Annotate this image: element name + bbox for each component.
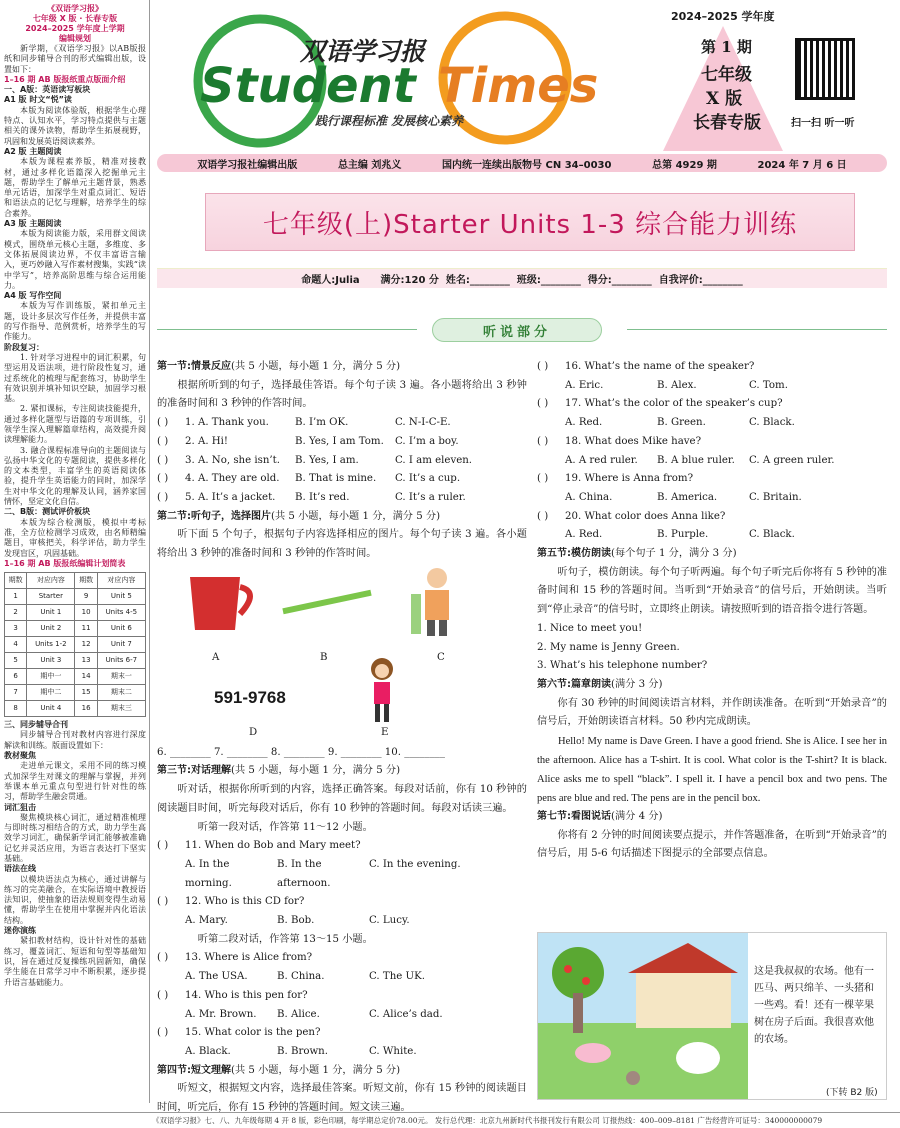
- answer-option: A. Eric.: [565, 379, 604, 391]
- option-row: [537, 377, 887, 396]
- answer-bracket[interactable]: ( ): [157, 491, 169, 503]
- page-title: 七年级(上)Starter Units 1-3 综合能力训练: [262, 209, 798, 240]
- question-stem: 19. Where is Anna from?: [565, 473, 694, 485]
- exam-meta: 命题人:Julia 满分:120 分 姓名:________ 班级:________ 得分:________ 自我评价:________: [301, 275, 743, 286]
- answer-option: C. The UK.: [369, 971, 425, 983]
- section-header: [157, 318, 887, 342]
- question-stem: 14. Who is this pen for?: [185, 989, 308, 1001]
- answer-option: B. China.: [277, 971, 325, 983]
- read-aloud-item: 3. What’s his telephone number?: [537, 660, 708, 672]
- masthead-logo: [170, 6, 660, 146]
- page-title-banner: [205, 193, 855, 251]
- masthead-times: Times: [438, 58, 599, 114]
- issue-area: 长春专版: [693, 113, 761, 133]
- question-stem: 20. What color does Anna like?: [565, 510, 726, 522]
- table-header-cell: 对应内容: [97, 573, 145, 589]
- sidebar-stage-heading: 阶段复习：: [4, 342, 44, 352]
- answer-option: B. Bob.: [277, 915, 315, 927]
- sidebar-part-c: 三、同步辅导合刊: [4, 720, 68, 730]
- question-stem: 16. What’s the name of the speaker?: [565, 361, 755, 372]
- answer-option: C. Lucy.: [369, 915, 410, 927]
- table-row: [5, 589, 146, 605]
- sidebar-c3-text: 以模块语法点为核心，通过讲解与练习的完美融合，在实际语境中教授语法知识，使抽象的语法规则变得生动易懂，帮助学生在使用中掌握并内化语法结构。: [4, 874, 146, 925]
- girl-icon: [362, 656, 402, 726]
- continued-note: (下转 B2 版): [826, 1088, 878, 1098]
- issue-info: [663, 8, 893, 133]
- answer-option: C. Black.: [749, 529, 795, 541]
- answer-option: A. Red.: [565, 417, 603, 429]
- table-header-cell: 期数: [5, 573, 27, 589]
- answer-option: B. In the afternoon.: [277, 858, 331, 889]
- sidebar-subtitle: 七年级 X 版 · 长春专版: [32, 14, 118, 23]
- table-cell: 3: [5, 621, 27, 637]
- sidebar-a3-heading: A3 版 主题阅读: [4, 219, 62, 229]
- table-row: [5, 701, 146, 717]
- part6-instructions: 你有 30 秒钟的时间阅读语言材料，并作朗读准备。在听到“开始录音”的信号后，开始朗读语言材料。50 秒内完成朗读。: [537, 697, 887, 728]
- table-cell: Unit 3: [27, 653, 75, 669]
- part4-score: (共 5 小题，每小题 1 分，满分 5 分): [231, 1064, 401, 1076]
- table-row: [5, 605, 146, 621]
- answer-bracket[interactable]: ( ): [537, 361, 549, 372]
- sidebar-stage-3: 3. 融合课程标准导向的主题阅读与弘扬中华文化的专题阅读，提供多样化的文本类型，丰富学生的英语阅读体验，提升学生英语能力的同时，加深学生对中华文化的理解及认同，涵养家国情怀，坚定文化自信。: [4, 445, 146, 507]
- answer-bracket[interactable]: ( ): [537, 473, 549, 485]
- question-row: [157, 987, 527, 1006]
- answer-option: C. I’m a boy.: [395, 435, 459, 447]
- table-cell: Unit 1: [27, 605, 75, 621]
- picture-label-d: D: [249, 726, 258, 738]
- part3-instructions: 听对话，根据你所听到的内容，选择正确答案。每段对话前，你有 10 秒钟的阅读题目时间，听完每段对话后，你有 10 秒钟的答题时间。每段对话读三遍。: [157, 784, 527, 814]
- table-cell: 10: [75, 605, 97, 621]
- question-row: [157, 1024, 527, 1043]
- table-cell: 期末一: [97, 669, 145, 685]
- answer-option: B. That is mine.: [295, 473, 377, 485]
- answer-option: A. Mary.: [185, 915, 228, 927]
- option-row: [157, 968, 527, 987]
- answer-option: A. Mr. Brown.: [185, 1008, 257, 1020]
- answer-bracket[interactable]: ( ): [537, 398, 549, 410]
- answer-option: B. Yes, I am.: [295, 454, 359, 466]
- table-header-row: [5, 573, 146, 589]
- cn-number: 国内统一连续出版物号 CN 34–0030: [442, 159, 612, 171]
- publish-date: 2024 年 7 月 6 日: [757, 159, 847, 171]
- exam-meta-bar: [157, 268, 887, 288]
- sidebar-a3-text: 本版为阅读能力版，采用群文阅读模式，围绕单元核心主题，多维度、多文体拓展阅读边界，不仅丰富语言输入，更巧妙融入写作素材搜集，实践“读中学写”，培养高阶思维与综合运用能力。: [4, 229, 146, 290]
- red-cup-icon: [185, 572, 265, 632]
- question-row: [157, 414, 527, 433]
- answer-option: B. Purple.: [657, 529, 709, 541]
- sidebar-b-text: 本版为综合检测版，模拟中考标准，全方位检测学习成效，由名师精编题目，审核把关，科学评估，助力学生发现盲区，巩固基础。: [4, 517, 146, 558]
- table-cell: Unit 5: [97, 589, 145, 605]
- table-row: [5, 653, 146, 669]
- table-cell: 期末二: [97, 685, 145, 701]
- table-cell: Unit 4: [27, 701, 75, 717]
- part5-score: (每个句子 1 分，满分 3 分): [611, 548, 737, 560]
- answer-option: A. Black.: [185, 1045, 231, 1057]
- edition-plan-sidebar: [0, 0, 150, 1103]
- answer-bracket[interactable]: ( ): [157, 896, 169, 908]
- sidebar-a1-heading: A1 版 时文“悦”读: [4, 95, 72, 105]
- answer-bracket[interactable]: ( ): [537, 435, 549, 447]
- question-row: [537, 508, 887, 527]
- answer-option: 4. A. They are old.: [185, 473, 280, 485]
- farm-picture: [537, 932, 887, 1100]
- answer-bracket[interactable]: ( ): [537, 510, 549, 522]
- question-row: [157, 949, 527, 968]
- part2-instructions: 听下面 5 个句子，根据句子内容选择相应的图片。每个句子读 3 遍。各小题将给出 3 秒钟的准备时间和 3 秒钟的作答时间。: [157, 529, 527, 560]
- answer-option: A. The USA.: [185, 971, 248, 983]
- qr-code-icon[interactable]: [795, 38, 855, 100]
- answer-bracket[interactable]: ( ): [157, 454, 169, 466]
- sidebar-term: 2024–2025 学年度上学期: [25, 24, 125, 33]
- table-cell: 16: [75, 701, 97, 717]
- answer-option: C. N-I-C-E.: [395, 417, 451, 429]
- table-cell: 13: [75, 653, 97, 669]
- table-cell: 期末三: [97, 701, 145, 717]
- total-issue: 总第 4929 期: [652, 159, 717, 171]
- masthead-chinese-title: 双语学习报: [300, 37, 426, 66]
- question-stem: 18. What does Mike have?: [565, 435, 702, 447]
- reading-passage: Hello! My name is Dave Green. I have a good friend. She is Alice. I see her in the afternoon. Alice has a T-shirt. It is cool. What color is the T-shirt? It is black. Alice asks me to spell “black”. I spell it. I have a pencil box and two pens. The pens are blue and red. The pens are in the pencil box.: [537, 736, 887, 805]
- answer-option: 3. A. No, she isn’t.: [185, 454, 280, 466]
- question-row: [537, 358, 887, 377]
- issue-edition: X 版: [706, 89, 743, 109]
- question-row: [537, 395, 887, 414]
- table-cell: Unit 7: [97, 637, 145, 653]
- old-man-icon: [407, 564, 467, 639]
- table-cell: 11: [75, 621, 97, 637]
- answer-option: C. A green ruler.: [749, 454, 835, 466]
- part6-score: (满分 3 分): [611, 678, 663, 690]
- sidebar-a2-heading: A2 版 主题阅读: [4, 146, 62, 156]
- answer-option: C. I am eleven.: [395, 454, 473, 466]
- issue-number: 第 1 期: [701, 38, 752, 56]
- table-cell: Units 1-2: [27, 637, 75, 653]
- question-row: [157, 433, 527, 452]
- part7-instructions: 你将有 2 分钟的时间阅读要点提示，并作答题准备，在听到“开始录音”的信号后，用 5-6 句话描述下图提示的全部要点信息。: [537, 829, 887, 860]
- farm-scene-icon: [538, 933, 748, 1099]
- sidebar-a1-text: 本版为阅读体验版，根据学生心理特点、认知水平，学习特点提供与主题相关的课外读物，帮助学生拓展视野，巩固和发展英语阅读素养。: [4, 105, 146, 146]
- answer-bracket[interactable]: ( ): [157, 989, 169, 1001]
- question-row: [157, 893, 527, 912]
- part3-title: 第三节:对话理解: [157, 765, 231, 777]
- table-cell: 1: [5, 589, 27, 605]
- masthead-slogan: 践行课程标准 发展核心素养: [315, 114, 464, 128]
- answer-bracket[interactable]: ( ): [157, 473, 169, 485]
- table-cell: Unit 2: [27, 621, 75, 637]
- issue-grade: 七年级: [701, 65, 752, 85]
- answer-bracket[interactable]: ( ): [157, 952, 169, 964]
- picture-label-b: B: [320, 651, 328, 663]
- question-stem: 11. When do Bob and Mary meet?: [185, 840, 361, 852]
- table-cell: Unit 6: [97, 621, 145, 637]
- answer-option: A. A red ruler.: [565, 454, 638, 466]
- sidebar-a2-text: 本版为课程素养版，精准对接教材，通过多样化语篇深入挖掘单元主题，帮助学生了解单元主题背景，熟悉单元话语，加深学生对重点词汇、短语和语法点的记忆与理解，培养学生的综合素养。: [4, 157, 146, 218]
- picture-label-c: C: [437, 651, 445, 663]
- table-cell: 14: [75, 669, 97, 685]
- section-divider-left: [157, 329, 417, 330]
- qr-caption: 扫一扫 听一听: [791, 118, 855, 129]
- edition-plan-table: [4, 572, 146, 717]
- question-row: [537, 470, 887, 489]
- answer-option: B. It’s red.: [295, 491, 350, 503]
- part4-instructions: 听短文，根据短文内容，选择最佳答案。听短文前，你有 15 秒钟的阅读题目时间，听完后，你有 15 秒钟的答题时间。短文读三遍。: [157, 1083, 527, 1114]
- answer-option: B. Alex.: [657, 379, 697, 391]
- table-header-cell: 对应内容: [27, 573, 75, 589]
- part3-score: (共 5 小题，每小题 1 分，满分 5 分): [231, 765, 401, 777]
- sidebar-c1-heading: 教材聚焦: [4, 751, 36, 761]
- publisher: 双语学习报社编辑出版: [197, 159, 298, 171]
- table-cell: 9: [75, 589, 97, 605]
- part7-score: (满分 4 分): [611, 811, 663, 823]
- read-aloud-item: 2. My name is Jenny Green.: [537, 641, 680, 653]
- answer-option: B. Yes, I am Tom.: [295, 435, 384, 447]
- part1-score: (共 5 小题，每小题 1 分，满分 5 分): [231, 361, 401, 372]
- answer-option: B. Green.: [657, 417, 706, 429]
- question-row: [157, 470, 527, 489]
- answer-option: A. Red.: [565, 529, 603, 541]
- table-cell: 5: [5, 653, 27, 669]
- answer-bracket[interactable]: ( ): [157, 840, 169, 852]
- table-cell: 7: [5, 685, 27, 701]
- sidebar-table-heading: 1–16 期 AB 版报纸编辑计划简表: [4, 558, 126, 568]
- answer-bracket[interactable]: ( ): [157, 435, 169, 447]
- option-row: [157, 1043, 527, 1062]
- part2-answer-blanks[interactable]: 6. ________ 7. ________ 8. ________ 9. ________ 10. ________: [157, 746, 445, 758]
- question-stem: 13. Where is Alice from?: [185, 952, 313, 964]
- answer-option: C. It’s a ruler.: [395, 491, 466, 503]
- table-cell: Units 6-7: [97, 653, 145, 669]
- sidebar-red-heading: 1–16 期 AB 版报纸重点版面介绍: [4, 74, 126, 84]
- part1-title: 第一节:情景反应: [157, 361, 231, 372]
- option-row: [537, 489, 887, 508]
- answer-option: C. In the evening.: [369, 858, 461, 870]
- sidebar-part-a: 一、A版：英语读写板块: [4, 85, 91, 95]
- green-ruler-icon: [277, 584, 377, 624]
- answer-option: B. A blue ruler.: [657, 454, 735, 466]
- option-row: [537, 526, 887, 545]
- table-row: [5, 669, 146, 685]
- answer-option: B. Alice.: [277, 1008, 320, 1020]
- question-stem: 17. What’s the color of the speaker’s cup?: [565, 398, 783, 410]
- option-row: [537, 452, 887, 471]
- part5-instructions: 听句子，模仿朗读。每个句子听两遍。每个句子听完后你将有 5 秒钟的准备时间和 15 秒的答题时间。当听到“开始录音”的信号后，开始朗读。当听到“停止录音”的信号时，立即终止朗读。请按照听到的语音指令进行答题。: [537, 566, 887, 616]
- page-footer: 《双语学习报》七、八、九年级每期 4 开 8 版，彩色印刷，每学期总定价78.00元。 发行总代理：北京九州新时代书报刊发行有限公司 订报热线：400–009–8181 广告经营许可证号：340000000079: [0, 1112, 900, 1126]
- sidebar-c4-heading: 迷你演练: [4, 926, 36, 936]
- table-cell: 6: [5, 669, 27, 685]
- table-cell: 15: [75, 685, 97, 701]
- part2-title: 第二节:听句子，选择图片: [157, 510, 271, 522]
- questions-right-column: [537, 358, 887, 864]
- picture-prompt-text: 这是我叔叔的农场。他有一匹马、两只绵羊、一头猪和一些鸡。看！还有一棵苹果树在房子后面。我很喜欢他的农场。: [754, 966, 874, 1045]
- table-row: [5, 637, 146, 653]
- question-row: [537, 433, 887, 452]
- section-title: 听说部分: [432, 318, 602, 342]
- question-row: [157, 452, 527, 471]
- table-row: [5, 685, 146, 701]
- chief-editor: 总主编 刘兆义: [337, 159, 402, 171]
- phone-number-picture: 591-9768: [214, 687, 286, 707]
- answer-option: C. Tom.: [749, 379, 788, 391]
- sidebar-c2-heading: 词汇狙击: [4, 802, 36, 812]
- picture-options: [157, 564, 527, 744]
- sidebar-c3-heading: 语法在线: [4, 864, 36, 874]
- table-cell: 期中二: [27, 685, 75, 701]
- answer-option: 1. A. Thank you.: [185, 417, 269, 429]
- option-row: [157, 912, 527, 931]
- picture-label-e: E: [381, 726, 389, 738]
- part6-title: 第六节:篇章朗读: [537, 678, 611, 690]
- questions-left-column: [157, 358, 527, 1114]
- sidebar-stage-2: 2. 紧扣课标，专注阅读技能提升，通过多样化题型与语篇的专项训练，引领学生深入理解篇章结构，高效提升阅读理解能力。: [4, 404, 146, 445]
- answer-option: C. Alice’s dad.: [369, 1008, 443, 1020]
- issue-year: 2024–2025 学年度: [671, 10, 775, 23]
- answer-option: C. Black.: [749, 417, 795, 429]
- answer-option: 5. A. It’s a jacket.: [185, 491, 276, 503]
- section-divider-right: [627, 329, 887, 330]
- answer-option: C. White.: [369, 1045, 417, 1057]
- option-row: [537, 414, 887, 433]
- sidebar-a4-text: 本版为写作训练版，紧扣单元主题，设计多层次写作任务，并提供丰富的写作指导、范例赏析，培养学生的写作能力。: [4, 301, 146, 342]
- question-row: [157, 489, 527, 508]
- table-row: [5, 621, 146, 637]
- answer-option: B. I’m OK.: [295, 417, 349, 429]
- part7-title: 第七节:看图说话: [537, 811, 611, 823]
- sidebar-c-text: 同步辅导合刊对教材内容进行深度解读和训练。版面设置如下：: [4, 730, 146, 750]
- table-header-cell: 期数: [75, 573, 97, 589]
- masthead-student: Student: [200, 58, 416, 114]
- option-row: [157, 856, 527, 893]
- sidebar-intro: 新学期，《双语学习报》以AB版报纸和同步辅导合刊的形式编辑出版，设置如下：: [4, 44, 146, 74]
- table-cell: Units 4-5: [97, 605, 145, 621]
- sidebar-stage-1: 1. 针对学习进程中的词汇积累，句型运用及语法项，进行阶段性复习，通过系统化的梳理与配套练习，协助学生有效识别并填补知识空缺，加固学习根基。: [4, 352, 146, 404]
- sidebar-c4-text: 紧扣教材结构，设计针对性的基础练习，覆盖词汇、短语和句型等基础知识，旨在通过反复操练巩固新知，确保学生能在日常学习中不断积累，逐步提升语言基础能力。: [4, 936, 146, 987]
- sidebar-c2-text: 聚焦模块核心词汇，通过精准梳理与即时练习相结合的方式，助力学生高效学习词汇，确保新学词汇能够被准确记忆并灵活应用，为语言表达打下坚实基础。: [4, 812, 146, 863]
- publication-bar: [157, 154, 887, 172]
- sidebar-c1-text: 走进单元课文，采用不同的练习模式加深学生对课文的理解与掌握，并列举课本单元重点句型进行针对性的练习，帮助学生融会贯通。: [4, 761, 146, 802]
- sidebar-title: 《双语学习报》: [47, 4, 103, 13]
- option-row: [157, 1006, 527, 1025]
- question-stem: 15. What color is the pen?: [185, 1027, 321, 1039]
- sidebar-part-b: 二、B版：测试评价板块: [4, 507, 91, 517]
- part2-score: (共 5 小题，每小题 1 分，满分 5 分): [271, 510, 441, 522]
- answer-option: B. America.: [657, 491, 718, 503]
- answer-option: B. Brown.: [277, 1045, 328, 1057]
- table-cell: 8: [5, 701, 27, 717]
- part1-instructions: 根据所听到的句子，选择最佳答语。每个句子读 3 遍。各小题将给出 3 秒钟的准备时间和 3 秒钟的作答时间。: [157, 379, 527, 410]
- dialogue-1-note: 听第一段对话，作答第 11～12 小题。: [197, 821, 373, 833]
- table-cell: 2: [5, 605, 27, 621]
- table-cell: 4: [5, 637, 27, 653]
- table-cell: 期中一: [27, 669, 75, 685]
- dialogue-2-note: 听第二段对话，作答第 13～15 小题。: [197, 933, 373, 945]
- answer-bracket[interactable]: ( ): [157, 1027, 169, 1039]
- answer-option: C. It’s a cup.: [395, 473, 461, 485]
- question-stem: 12. Who is this CD for?: [185, 896, 305, 908]
- read-aloud-item: 1. Nice to meet you!: [537, 622, 643, 634]
- answer-option: C. Britain.: [749, 491, 802, 503]
- part5-title: 第五节:模仿朗读: [537, 548, 611, 560]
- answer-option: 2. A. Hi!: [185, 435, 229, 447]
- answer-option: A. China.: [565, 491, 613, 503]
- part4-title: 第四节:短文理解: [157, 1064, 231, 1076]
- answer-option: A. In the morning.: [185, 858, 232, 889]
- answer-bracket[interactable]: ( ): [157, 417, 169, 429]
- table-cell: 12: [75, 637, 97, 653]
- table-cell: Starter: [27, 589, 75, 605]
- picture-label-a: A: [212, 651, 220, 663]
- sidebar-plan-label: 编辑规划: [59, 34, 91, 43]
- sidebar-a4-heading: A4 版 写作空间: [4, 291, 62, 301]
- question-row: [157, 837, 527, 856]
